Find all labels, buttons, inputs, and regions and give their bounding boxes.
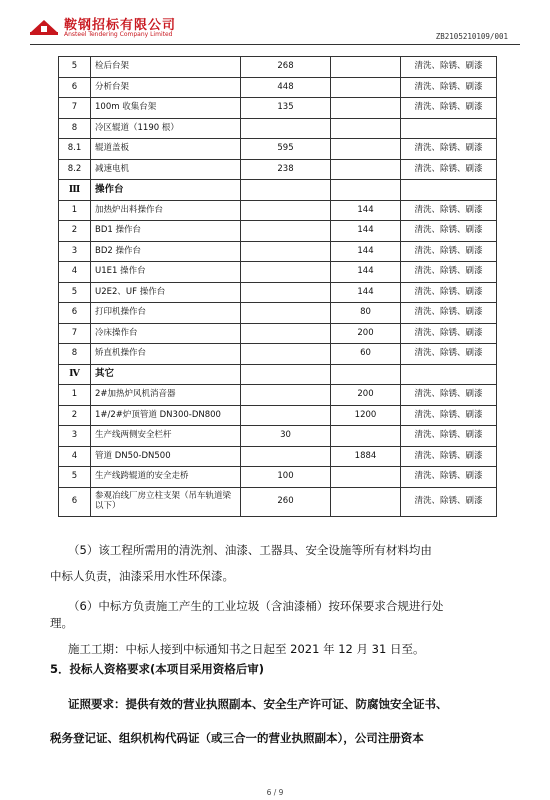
table-row (59, 467, 497, 488)
row-note: 清洗、除锈、刷漆 (401, 323, 497, 344)
row-qty-1 (241, 200, 331, 221)
row-note: 清洗、除锈、刷漆 (401, 282, 497, 303)
row-number: 4 (59, 446, 91, 467)
row-qty-1 (241, 385, 331, 406)
row-name: 操作台 (91, 180, 241, 201)
row-qty-1 (241, 323, 331, 344)
row-number: 1 (59, 200, 91, 221)
row-name: 分析台架 (91, 77, 241, 98)
page-header (30, 12, 520, 46)
row-note: 清洗、除锈、刷漆 (401, 200, 497, 221)
paragraph-licenses-1: 证照要求：提供有效的营业执照副本、安全生产许可证、防腐蚀安全证书、 (68, 697, 448, 711)
row-qty-2: 144 (331, 262, 401, 283)
row-qty-2: 80 (331, 303, 401, 324)
table-row (59, 282, 497, 303)
row-qty-1 (241, 303, 331, 324)
row-note: 清洗、除锈、刷漆 (401, 159, 497, 180)
row-number: 8.2 (59, 159, 91, 180)
row-qty-1 (241, 282, 331, 303)
table-row (59, 77, 497, 98)
table-row (59, 405, 497, 426)
table-row (59, 344, 497, 365)
row-qty-1 (241, 446, 331, 467)
row-qty-2: 200 (331, 323, 401, 344)
row-name: 冷区辊道（1190 根） (91, 118, 241, 139)
row-qty-1: 268 (241, 57, 331, 78)
row-qty-2 (331, 159, 401, 180)
row-qty-1 (241, 241, 331, 262)
page-number: 6 / 9 (266, 788, 284, 797)
paragraph-waste (50, 598, 520, 633)
table-row (59, 487, 497, 516)
row-number: 2 (59, 221, 91, 242)
row-number: 8 (59, 344, 91, 365)
row-qty-1 (241, 364, 331, 385)
table-row (59, 57, 497, 78)
row-number: Ⅳ (59, 364, 91, 385)
row-qty-2 (331, 77, 401, 98)
row-note (401, 118, 497, 139)
row-qty-1 (241, 118, 331, 139)
row-qty-2 (331, 467, 401, 488)
row-qty-2: 1200 (331, 405, 401, 426)
row-number: 4 (59, 262, 91, 283)
ansteel-logo-icon (30, 18, 58, 38)
row-qty-1: 238 (241, 159, 331, 180)
table-section-row (59, 180, 497, 201)
row-number: 1 (59, 385, 91, 406)
row-name: BD2 操作台 (91, 241, 241, 262)
paragraph-materials (50, 542, 520, 586)
row-note: 清洗、除锈、刷漆 (401, 221, 497, 242)
row-number: 3 (59, 241, 91, 262)
row-name: 冷床操作台 (91, 323, 241, 344)
row-qty-1: 135 (241, 98, 331, 119)
row-name: 辊道盖板 (91, 139, 241, 160)
row-name: 生产线跨辊道的安全走桥 (91, 467, 241, 488)
row-qty-2 (331, 364, 401, 385)
row-qty-1 (241, 221, 331, 242)
row-qty-1 (241, 344, 331, 365)
row-name: 2#加热炉风机消音器 (91, 385, 241, 406)
row-number: 5 (59, 467, 91, 488)
row-number: 5 (59, 57, 91, 78)
row-qty-2: 1884 (331, 446, 401, 467)
row-name: 加热炉出料操作台 (91, 200, 241, 221)
row-number: 2 (59, 405, 91, 426)
table-row (59, 98, 497, 119)
row-note: 清洗、除锈、刷漆 (401, 262, 497, 283)
row-note: 清洗、除锈、刷漆 (401, 241, 497, 262)
row-name: 矫直机操作台 (91, 344, 241, 365)
paragraph-schedule: 施工工期：中标人接到中标通知书之日起至 2021 年 12 月 31 日至。 (68, 642, 425, 656)
table-row (59, 446, 497, 467)
row-qty-1 (241, 180, 331, 201)
row-qty-2: 200 (331, 385, 401, 406)
table-row (59, 323, 497, 344)
row-number: 6 (59, 77, 91, 98)
table-row (59, 221, 497, 242)
paragraph-line: （6）中标方负责施工产生的工业垃圾（含油漆桶）按环保要求合规进行处 (68, 599, 444, 613)
row-number: 6 (59, 487, 91, 516)
row-qty-1: 100 (241, 467, 331, 488)
row-qty-2: 144 (331, 200, 401, 221)
header-divider (30, 44, 520, 45)
items-table-body (59, 57, 497, 517)
table-section-row (59, 364, 497, 385)
row-qty-2 (331, 118, 401, 139)
row-qty-1: 260 (241, 487, 331, 516)
row-name: 100m 收集台架 (91, 98, 241, 119)
row-note: 清洗、除锈、刷漆 (401, 446, 497, 467)
row-qty-2: 144 (331, 241, 401, 262)
row-qty-2 (331, 426, 401, 447)
table-row (59, 118, 497, 139)
company-name-en: Ansteel Tendering Company Limited (64, 31, 173, 38)
row-name: 减速电机 (91, 159, 241, 180)
row-name: 1#/2#炉顶管道 DN300-DN800 (91, 405, 241, 426)
row-note: 清洗、除锈、刷漆 (401, 57, 497, 78)
row-qty-2: 144 (331, 221, 401, 242)
paragraph-line: （5）该工程所需用的清洗剂、油漆、工器具、安全设施等所有材料均由 (68, 543, 432, 557)
row-name: 生产线两侧安全栏杆 (91, 426, 241, 447)
row-number: Ⅲ (59, 180, 91, 201)
row-name: 其它 (91, 364, 241, 385)
row-note: 清洗、除锈、刷漆 (401, 385, 497, 406)
row-note: 清洗、除锈、刷漆 (401, 139, 497, 160)
row-number: 6 (59, 303, 91, 324)
paragraph-line: 中标人负责，油漆采用水性环保漆。 (50, 569, 234, 584)
table-row (59, 303, 497, 324)
row-qty-2 (331, 139, 401, 160)
table-row (59, 200, 497, 221)
row-number: 8.1 (59, 139, 91, 160)
row-number: 8 (59, 118, 91, 139)
row-name: BD1 操作台 (91, 221, 241, 242)
row-qty-2: 144 (331, 282, 401, 303)
table-row (59, 139, 497, 160)
table-row (59, 262, 497, 283)
row-note: 清洗、除锈、刷漆 (401, 77, 497, 98)
row-name: U2E2、UF 操作台 (91, 282, 241, 303)
row-name: U1E1 操作台 (91, 262, 241, 283)
row-qty-2 (331, 487, 401, 516)
row-qty-2: 60 (331, 344, 401, 365)
row-qty-1 (241, 262, 331, 283)
section-heading-qualification: 5．投标人资格要求(本项目采用资格后审) (50, 662, 265, 676)
row-note (401, 180, 497, 201)
row-note: 清洗、除锈、刷漆 (401, 303, 497, 324)
table-row (59, 241, 497, 262)
row-name: 检后台架 (91, 57, 241, 78)
row-note: 清洗、除锈、刷漆 (401, 487, 497, 516)
row-number: 7 (59, 323, 91, 344)
row-name: 管道 DN50-DN500 (91, 446, 241, 467)
row-note: 清洗、除锈、刷漆 (401, 405, 497, 426)
table-row (59, 426, 497, 447)
row-note (401, 364, 497, 385)
row-note: 清洗、除锈、刷漆 (401, 98, 497, 119)
row-number: 5 (59, 282, 91, 303)
row-qty-2 (331, 180, 401, 201)
row-qty-2 (331, 98, 401, 119)
table-row (59, 385, 497, 406)
row-name: 打印机操作台 (91, 303, 241, 324)
row-note: 清洗、除锈、刷漆 (401, 467, 497, 488)
document-number: ZB2105210109/001 (435, 32, 508, 41)
company-name-cn: 鞍钢招标有限公司 (64, 18, 177, 33)
row-qty-1: 448 (241, 77, 331, 98)
row-note: 清洗、除锈、刷漆 (401, 344, 497, 365)
row-qty-2 (331, 57, 401, 78)
row-name: 参观冶线厂房立柱支架（吊车轨道梁以下） (91, 487, 241, 516)
row-qty-1: 30 (241, 426, 331, 447)
row-qty-1 (241, 405, 331, 426)
table-row (59, 159, 497, 180)
items-table (58, 56, 497, 517)
paragraph-licenses-2: 税务登记证、组织机构代码证（或三合一的营业执照副本），公司注册资本 (50, 731, 424, 745)
row-number: 7 (59, 98, 91, 119)
paragraph-line: 理。 (50, 616, 73, 631)
row-note: 清洗、除锈、刷漆 (401, 426, 497, 447)
row-number: 3 (59, 426, 91, 447)
row-qty-1: 595 (241, 139, 331, 160)
